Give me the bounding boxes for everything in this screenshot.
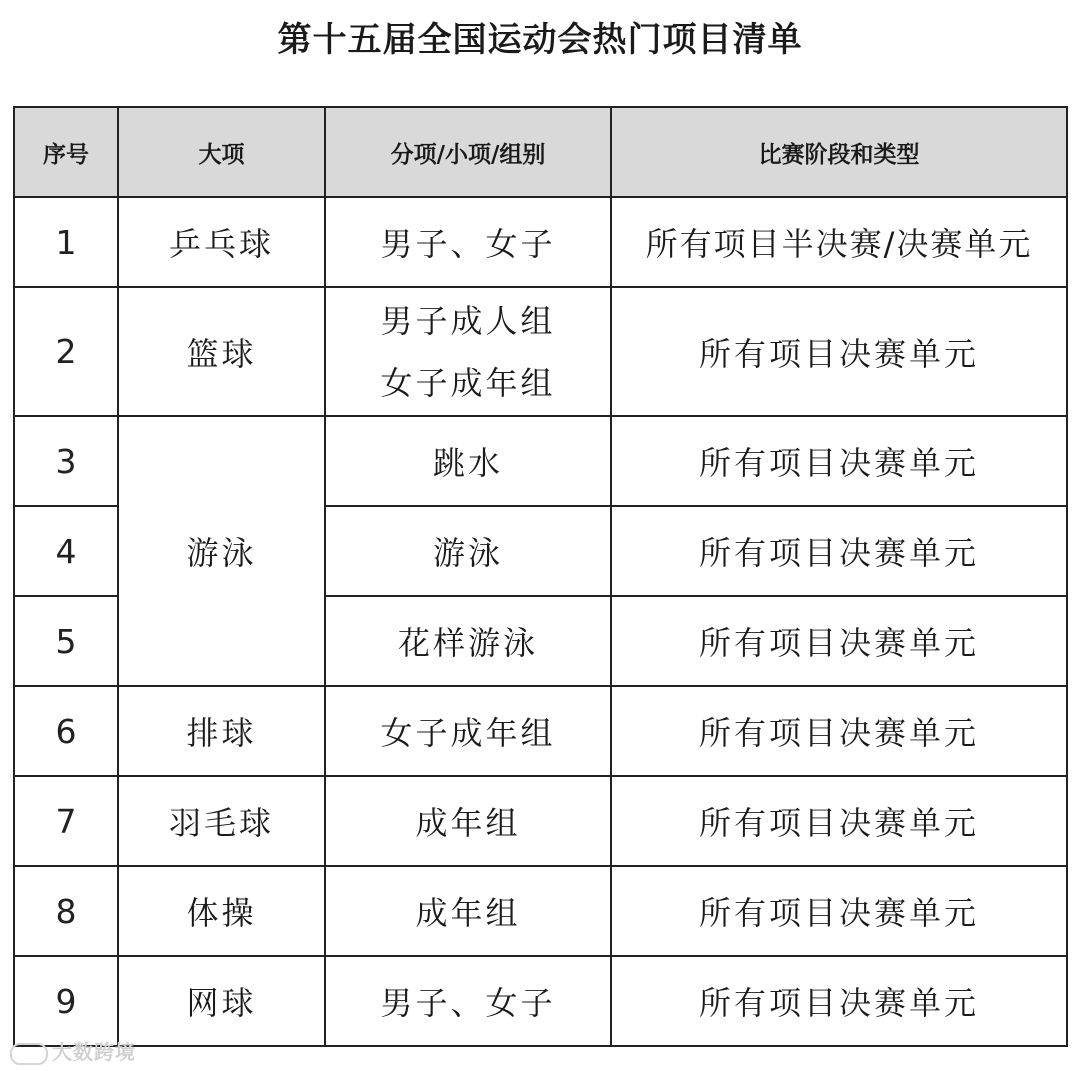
row-subevent: 成年组: [325, 776, 611, 866]
row-event: 乒乓球: [118, 197, 325, 287]
row-index: 2: [14, 287, 118, 416]
row-stage: 所有项目半决赛/决赛单元: [611, 197, 1067, 287]
table-row: [14, 287, 1067, 416]
row-event: 网球: [118, 956, 325, 1046]
row-stage: 所有项目决赛单元: [611, 287, 1067, 416]
row-subevent: [325, 287, 611, 416]
row-subevent-line: 女子成年组: [380, 363, 556, 402]
page-title: 第十五届全国运动会热门项目清单: [277, 20, 803, 60]
row-index: 3: [14, 416, 118, 506]
row-stage: 所有项目决赛单元: [611, 956, 1067, 1046]
row-index: 8: [14, 866, 118, 956]
row-stage: 所有项目决赛单元: [611, 596, 1067, 686]
row-event: 排球: [118, 686, 325, 776]
row-index: 1: [14, 197, 118, 287]
row-subevent: 花样游泳: [325, 596, 611, 686]
row-stage: 所有项目决赛单元: [611, 776, 1067, 866]
header-subevent: 分项/小项/组别: [325, 107, 611, 197]
row-subevent: 游泳: [325, 506, 611, 596]
table-row: [14, 776, 1067, 866]
row-index: 4: [14, 506, 118, 596]
row-subevent: 女子成年组: [325, 686, 611, 776]
watermark-text: 大数跨境: [52, 1040, 136, 1064]
row-subevent: 男子、女子: [325, 956, 611, 1046]
events-table: [13, 106, 1068, 1047]
table-header-row: [14, 107, 1067, 197]
table-row: [14, 416, 1067, 506]
row-subevent-line: 男子成人组: [380, 301, 556, 340]
row-stage: 所有项目决赛单元: [611, 866, 1067, 956]
table-row: [14, 686, 1067, 776]
row-index: 9: [14, 956, 118, 1046]
row-subevent: 跳水: [325, 416, 611, 506]
header-stage: 比赛阶段和类型: [611, 107, 1067, 197]
row-event: 羽毛球: [118, 776, 325, 866]
row-event: 篮球: [118, 287, 325, 416]
row-event: 游泳: [118, 416, 325, 686]
row-subevent: 成年组: [325, 866, 611, 956]
row-event: 体操: [118, 866, 325, 956]
table-row: [14, 866, 1067, 956]
header-event: 大项: [118, 107, 325, 197]
watermark: [10, 1036, 136, 1065]
row-stage: 所有项目决赛单元: [611, 686, 1067, 776]
header-index: 序号: [14, 107, 118, 197]
table-row: [14, 197, 1067, 287]
table-row: [14, 956, 1067, 1046]
row-stage: 所有项目决赛单元: [611, 416, 1067, 506]
row-subevent: 男子、女子: [325, 197, 611, 287]
watermark-logo-icon: [10, 1043, 48, 1065]
row-index: 6: [14, 686, 118, 776]
row-stage: 所有项目决赛单元: [611, 506, 1067, 596]
row-index: 5: [14, 596, 118, 686]
row-index: 7: [14, 776, 118, 866]
